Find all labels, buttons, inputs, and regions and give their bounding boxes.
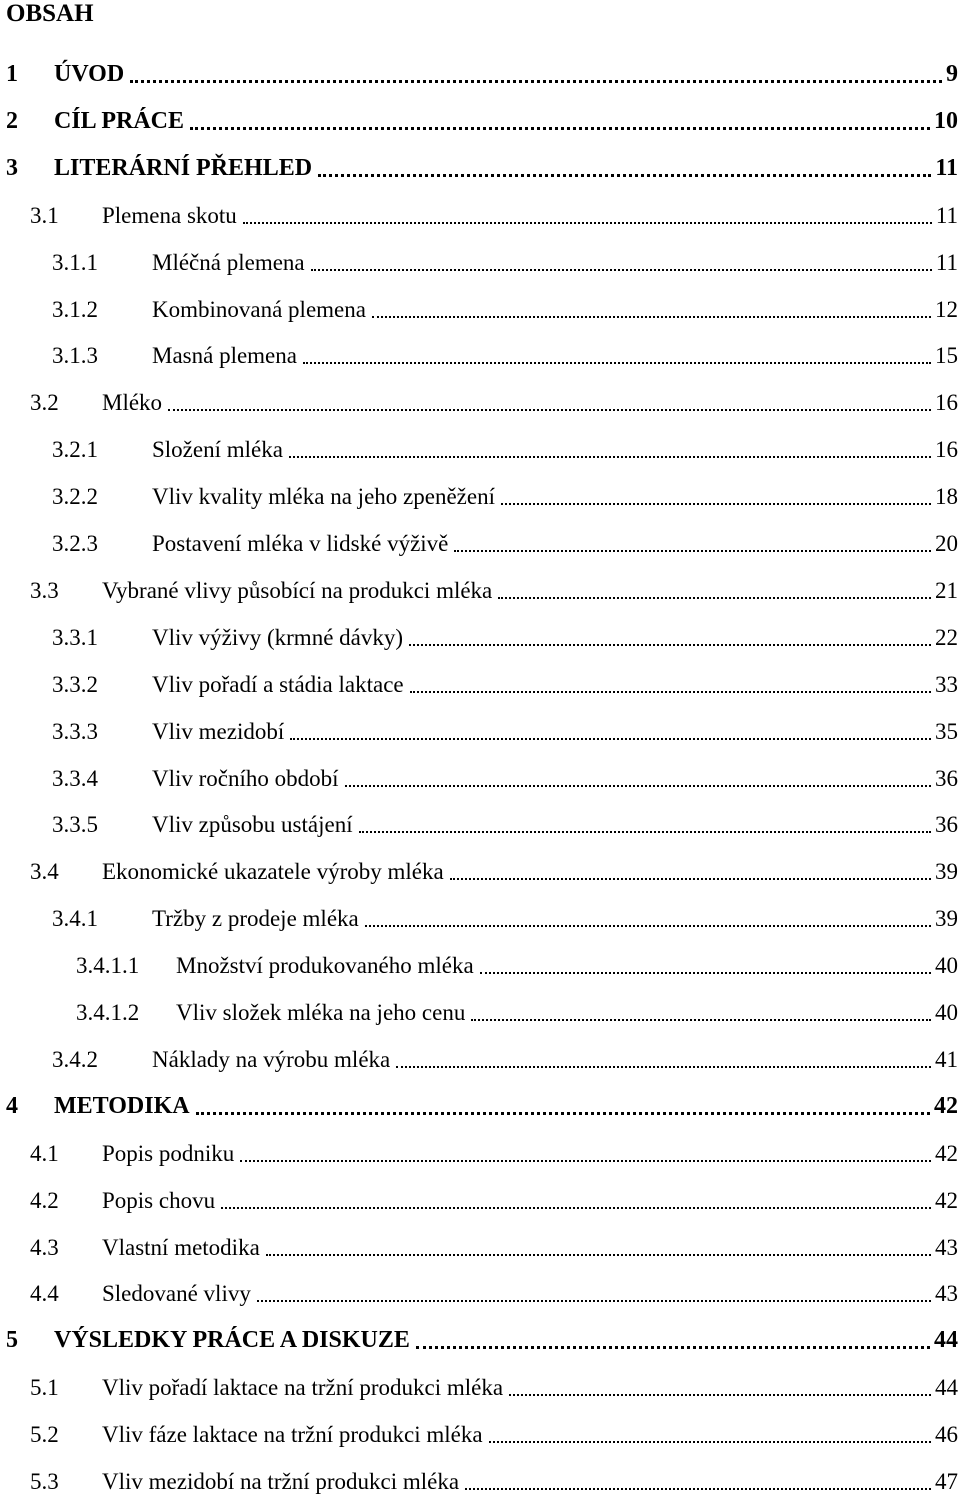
toc-dot-leader — [409, 642, 931, 646]
toc-entry-title: CÍL PRÁCE — [54, 107, 185, 134]
toc-entry-number: 3.1 — [30, 202, 59, 228]
toc-entry-number: 5 — [6, 1327, 18, 1354]
toc-entry-number: 5.2 — [30, 1422, 59, 1448]
toc-entry-page: 15 — [935, 343, 958, 369]
toc-entry-page: 42 — [935, 1140, 958, 1166]
toc-entry-page: 10 — [934, 107, 958, 134]
toc-entry-number: 3.3.4 — [52, 765, 98, 791]
toc-entry[interactable] — [0, 949, 960, 979]
toc-entry-page: 44 — [935, 1375, 958, 1401]
toc-dot-leader — [450, 876, 931, 880]
toc-entry[interactable] — [0, 855, 960, 885]
toc-entry[interactable] — [0, 105, 960, 135]
toc-entry-title: Vliv mezidobí na tržní produkci mléka — [102, 1469, 460, 1494]
toc-entry-title: Mléčná plemena — [152, 249, 305, 275]
toc-entry[interactable] — [0, 621, 960, 651]
toc-entry[interactable] — [0, 339, 960, 369]
toc-entry[interactable] — [0, 386, 960, 416]
toc-entry[interactable] — [0, 293, 960, 323]
toc-entry-title: Vliv způsobu ustájení — [152, 812, 353, 838]
toc-entry-title: Postavení mléka v lidské výživě — [152, 531, 449, 556]
toc-entry-page: 42 — [935, 1187, 958, 1213]
toc-entry-title: Mléko — [102, 390, 163, 416]
toc-entry-number: 3.1.3 — [52, 343, 98, 369]
toc-dot-leader — [372, 314, 931, 318]
toc-entry-page: 46 — [935, 1422, 958, 1448]
toc-entry-title: Vliv pořadí laktace na tržní produkci mléka — [102, 1375, 504, 1401]
toc-entry-title: Vlastní metodika — [102, 1234, 260, 1260]
toc-entry-page: 33 — [935, 671, 958, 697]
toc-dot-leader — [303, 360, 931, 364]
toc-entry[interactable] — [0, 715, 960, 745]
toc-entry-title: Kombinovaná plemena — [152, 296, 366, 322]
toc-entry[interactable] — [0, 246, 960, 276]
toc-entry-number: 3.2.3 — [52, 531, 98, 556]
toc-entry-title: Popis chovu — [102, 1187, 216, 1213]
toc-entry-number: 3 — [6, 154, 18, 181]
toc-entry-page: 43 — [935, 1281, 958, 1307]
toc-entry-page: 22 — [935, 624, 958, 650]
toc-entry-page: 11 — [935, 249, 958, 275]
toc-entry-title: Vliv mezidobí — [152, 718, 285, 744]
toc-heading: OBSAH — [6, 0, 94, 27]
toc-entry[interactable] — [0, 574, 960, 604]
toc-entry-number: 3.1.2 — [52, 296, 98, 322]
toc-dot-leader — [509, 1392, 931, 1396]
toc-entry-number: 3.3.2 — [52, 671, 98, 697]
toc-entry-page: 42 — [934, 1092, 958, 1119]
toc-entry[interactable] — [0, 808, 960, 838]
toc-entry-title: Tržby z prodeje mléka — [152, 906, 359, 932]
toc-dot-leader — [196, 1110, 930, 1115]
toc-entry-page: 11 — [935, 154, 958, 181]
toc-dot-leader — [359, 829, 931, 833]
toc-entry-page: 21 — [935, 577, 958, 603]
toc-dot-leader — [365, 923, 931, 927]
toc-entry-number: 1 — [6, 61, 18, 87]
toc-entry-title: Vybrané vlivy působící na produkci mléka — [102, 577, 493, 603]
toc-entry-number: 5.1 — [30, 1375, 59, 1401]
toc-entry-number: 3.1.1 — [52, 249, 98, 275]
toc-dot-leader — [168, 407, 931, 411]
toc-entry[interactable] — [0, 1137, 960, 1167]
toc-dot-leader — [465, 1486, 931, 1490]
toc-entry[interactable] — [0, 1090, 960, 1120]
toc-dot-leader — [266, 1252, 931, 1256]
toc-dot-leader — [498, 595, 931, 599]
toc-entry-page: 40 — [935, 953, 958, 979]
toc-entry-title: Plemena skotu — [102, 202, 237, 228]
toc-entry-title: Masná plemena — [152, 343, 297, 369]
toc-dot-leader — [311, 267, 932, 271]
toc-entry[interactable] — [0, 199, 960, 229]
toc-dot-leader — [243, 220, 932, 224]
toc-entry[interactable] — [0, 996, 960, 1026]
toc-entry-title: Vliv složek mléka na jeho cenu — [176, 1000, 466, 1025]
toc-entry[interactable] — [0, 152, 960, 182]
toc-entry-number: 3.4.2 — [52, 1046, 98, 1072]
toc-entry-page: 39 — [935, 859, 958, 885]
toc-entry[interactable] — [0, 1277, 960, 1307]
toc-entry-page: 20 — [935, 531, 958, 556]
toc-entry[interactable] — [0, 1371, 960, 1401]
toc-entry[interactable] — [0, 1231, 960, 1261]
toc-entry-page: 41 — [935, 1046, 958, 1072]
toc-entry-title: Popis podniku — [102, 1140, 235, 1166]
toc-dot-leader — [454, 548, 931, 552]
toc-entry[interactable] — [0, 58, 960, 88]
toc-entry-title: Náklady na výrobu mléka — [152, 1046, 391, 1072]
toc-entry-number: 3.3.5 — [52, 812, 98, 838]
toc-entry-title: Množství produkovaného mléka — [176, 953, 474, 979]
toc-entry-page: 12 — [935, 296, 958, 322]
toc-entry-title: ÚVOD — [54, 61, 125, 87]
toc-dot-leader — [190, 125, 930, 130]
toc-dot-leader — [396, 1064, 931, 1068]
toc-entry[interactable] — [0, 1043, 960, 1073]
toc-entry-number: 4.1 — [30, 1140, 59, 1166]
toc-entry[interactable] — [0, 1324, 960, 1354]
toc-entry-page: 47 — [935, 1469, 958, 1494]
toc-entry-title: Ekonomické ukazatele výroby mléka — [102, 859, 444, 885]
toc-entry-number: 3.4 — [30, 859, 59, 885]
toc-dot-leader — [257, 1298, 931, 1302]
toc-entry-title: Vliv kvality mléka na jeho zpeněžení — [152, 484, 495, 510]
toc-entry-number: 3.4.1.1 — [76, 953, 140, 979]
toc-entry-number: 4.2 — [30, 1187, 59, 1213]
toc-entry-page: 36 — [935, 812, 958, 838]
toc-dot-leader — [290, 736, 931, 740]
toc-entry-page: 9 — [946, 61, 958, 87]
toc-entry-number: 2 — [6, 107, 18, 134]
toc-entry[interactable] — [0, 762, 960, 792]
toc-entry-number: 3.4.1.2 — [76, 1000, 140, 1025]
toc-entry-title: VÝSLEDKY PRÁCE A DISKUZE — [54, 1327, 410, 1354]
toc-entry-title: Složení mléka — [152, 437, 283, 463]
toc-dot-leader — [410, 689, 931, 693]
toc-dot-leader — [489, 1439, 931, 1443]
toc-entry[interactable] — [0, 1465, 960, 1495]
toc-dot-leader — [318, 172, 931, 177]
toc-entry-number: 3.2.2 — [52, 484, 98, 510]
toc-entry[interactable] — [0, 1184, 960, 1214]
toc-entry-number: 3.2 — [30, 390, 59, 416]
toc-entry-title: Vliv výživy (krmné dávky) — [152, 624, 404, 650]
toc-entry-title: Sledované vlivy — [102, 1281, 251, 1307]
toc-dot-leader — [501, 501, 931, 505]
toc-entry-title: METODIKA — [54, 1092, 190, 1119]
toc-entry-title: Vliv ročního období — [152, 765, 339, 791]
toc-entry[interactable] — [0, 902, 960, 932]
toc-entry-number: 3.3 — [30, 577, 59, 603]
toc-dot-leader — [130, 78, 942, 83]
toc-dot-leader — [240, 1158, 931, 1162]
toc-dot-leader — [471, 1017, 931, 1021]
toc-entry-number: 3.2.1 — [52, 437, 98, 463]
toc-entry-number: 3.3.1 — [52, 624, 98, 650]
toc-entry-page: 18 — [935, 484, 958, 510]
toc-entry-page: 16 — [935, 390, 958, 416]
toc-entry-number: 4.3 — [30, 1234, 59, 1260]
toc-dot-leader — [221, 1205, 931, 1209]
toc-entry-title: Vliv fáze laktace na tržní produkci mléka — [102, 1422, 483, 1448]
toc-entry-page: 44 — [934, 1327, 958, 1354]
toc-entry[interactable] — [0, 527, 960, 557]
toc-dot-leader — [289, 454, 931, 458]
toc-entry-page: 40 — [935, 1000, 958, 1025]
toc-entry[interactable] — [0, 668, 960, 698]
toc-entry-page: 39 — [935, 906, 958, 932]
toc-entry-number: 4 — [6, 1092, 18, 1119]
toc-entry-page: 36 — [935, 765, 958, 791]
toc-entry[interactable] — [0, 480, 960, 510]
toc-entry-number: 4.4 — [30, 1281, 59, 1307]
toc-entry-page: 43 — [935, 1234, 958, 1260]
toc-dot-leader — [345, 783, 931, 787]
toc-dot-leader — [416, 1344, 930, 1349]
toc-entry-title: LITERÁRNÍ PŘEHLED — [54, 154, 313, 181]
toc-entry-page: 16 — [935, 437, 958, 463]
toc-dot-leader — [480, 970, 931, 974]
toc-entry-number: 5.3 — [30, 1469, 59, 1494]
toc-entry[interactable] — [0, 433, 960, 463]
toc-entry-title: Vliv pořadí a stádia laktace — [152, 671, 404, 697]
toc-entry-number: 3.4.1 — [52, 906, 98, 932]
toc-entry-page: 35 — [935, 718, 958, 744]
toc-entry[interactable] — [0, 1418, 960, 1448]
toc-entry-number: 3.3.3 — [52, 718, 98, 744]
toc-entry-page: 11 — [935, 202, 958, 228]
